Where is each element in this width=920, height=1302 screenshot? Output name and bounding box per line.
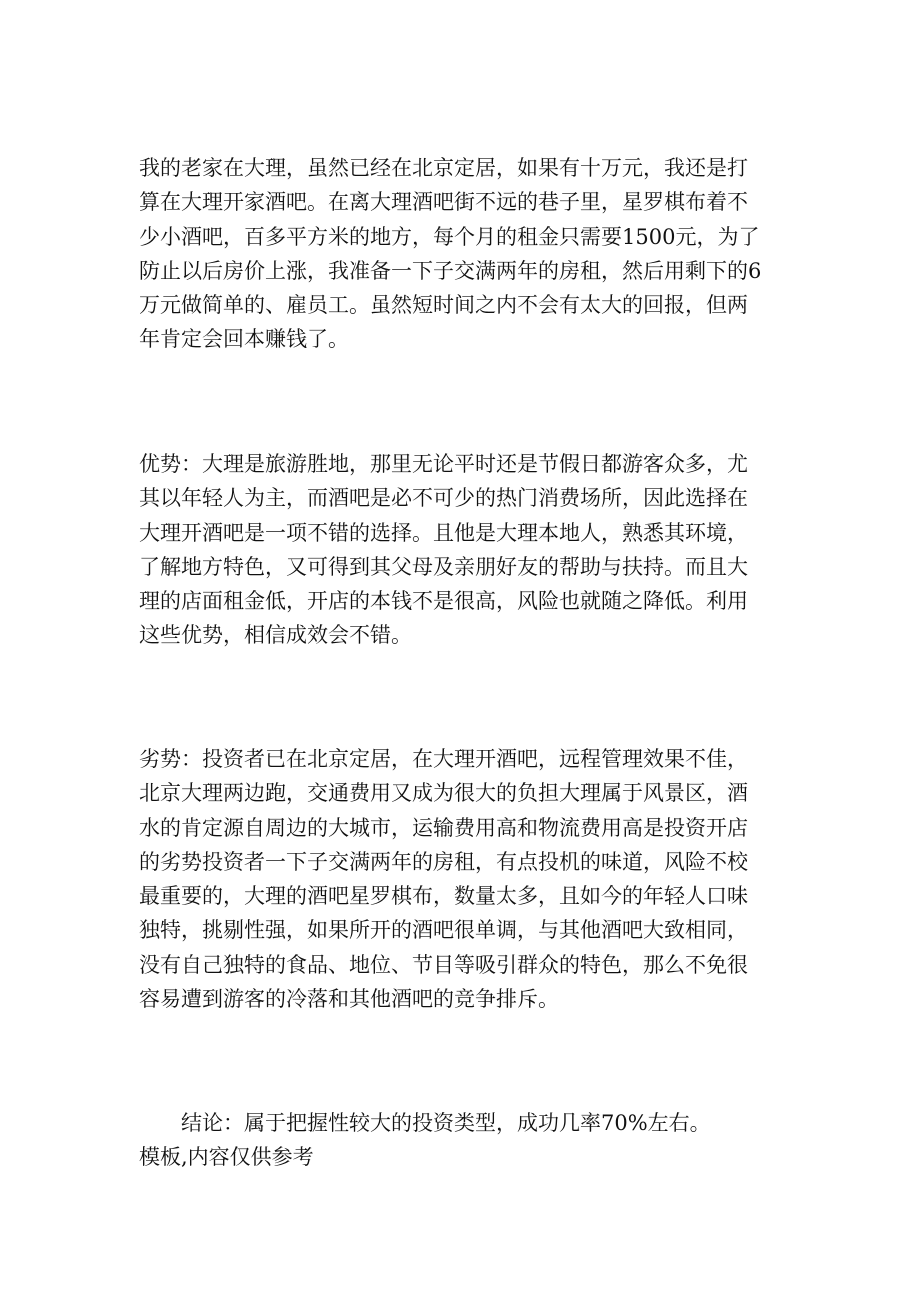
paragraph-line: 没有自己独特的食品、地位、节目等吸引群众的特色，那么不免很 <box>139 952 748 977</box>
paragraph-line: 其以年轻人为主，而酒吧是必不可少的热门消费场所，因此选择在 <box>139 486 748 511</box>
paragraph-line: 独特，挑剔性强，如果所开的酒吧很单调，与其他酒吧大致相同， <box>139 918 748 943</box>
paragraph-line: 的劣势投资者一下子交满两年的房租，有点投机的味道，风险不校 <box>139 849 748 874</box>
paragraph-intro <box>139 151 784 357</box>
paragraph-line: 防止以后房价上涨，我准备一下子交满两年的房租，然后用剩下的6 <box>139 258 762 283</box>
paragraph-line: 我的老家在大理，虽然已经在北京定居，如果有十万元，我还是打 <box>139 156 748 180</box>
paragraph-advantage <box>139 447 784 653</box>
paragraph-line: 年肯定会回本赚钱了。 <box>139 327 349 352</box>
paragraph-line: 优势：大理是旅游胜地，那里无论平时还是节假日都游客众多，尤 <box>139 452 748 476</box>
paragraph-line: 少小酒吧，百多平方米的地方，每个月的租金只需要1500元，为了 <box>139 224 760 249</box>
paragraph-disadvantage <box>139 742 784 1016</box>
paragraph-line: 容易遭到游客的冷落和其他酒吧的竞争排斥。 <box>139 987 559 1012</box>
footer-note: 模板,内容仅供参考 <box>139 1145 314 1169</box>
paragraph-line: 大理开酒吧是一项不错的选择。且他是大理本地人，熟悉其环境， <box>139 520 748 545</box>
paragraph-line: 最重要的，大理的酒吧星罗棋布，数量太多，且如今的年轻人口味 <box>139 884 748 909</box>
paragraph-line: 了解地方特色，又可得到其父母及亲朋好友的帮助与扶持。而且大 <box>139 554 748 579</box>
paragraph-line: 算在大理开家酒吧。在离大理酒吧街不远的巷子里，星罗棋布着不 <box>139 190 748 215</box>
paragraph-line: 理的店面租金低，开店的本钱不是很高，风险也就随之降低。利用 <box>139 589 748 614</box>
paragraph-line: 这些优势，相信成效会不错。 <box>139 623 412 648</box>
paragraph-line: 万元做简单的、雇员工。虽然短时间之内不会有太大的回报，但两 <box>139 293 748 318</box>
paragraph-line: 劣势：投资者已在北京定居，在大理开酒吧，远程管理效果不佳， <box>139 747 748 771</box>
paragraph-line: 水的肯定源自周边的大城市，运输费用高和物流费用高是投资开店 <box>139 815 748 840</box>
paragraph-line: 北京大理两边跑，交通费用又成为很大的负担大理属于风景区，酒 <box>139 781 748 806</box>
paragraph-conclusion: 结论：属于把握性较大的投资类型，成功几率70%左右。 <box>181 1111 711 1135</box>
